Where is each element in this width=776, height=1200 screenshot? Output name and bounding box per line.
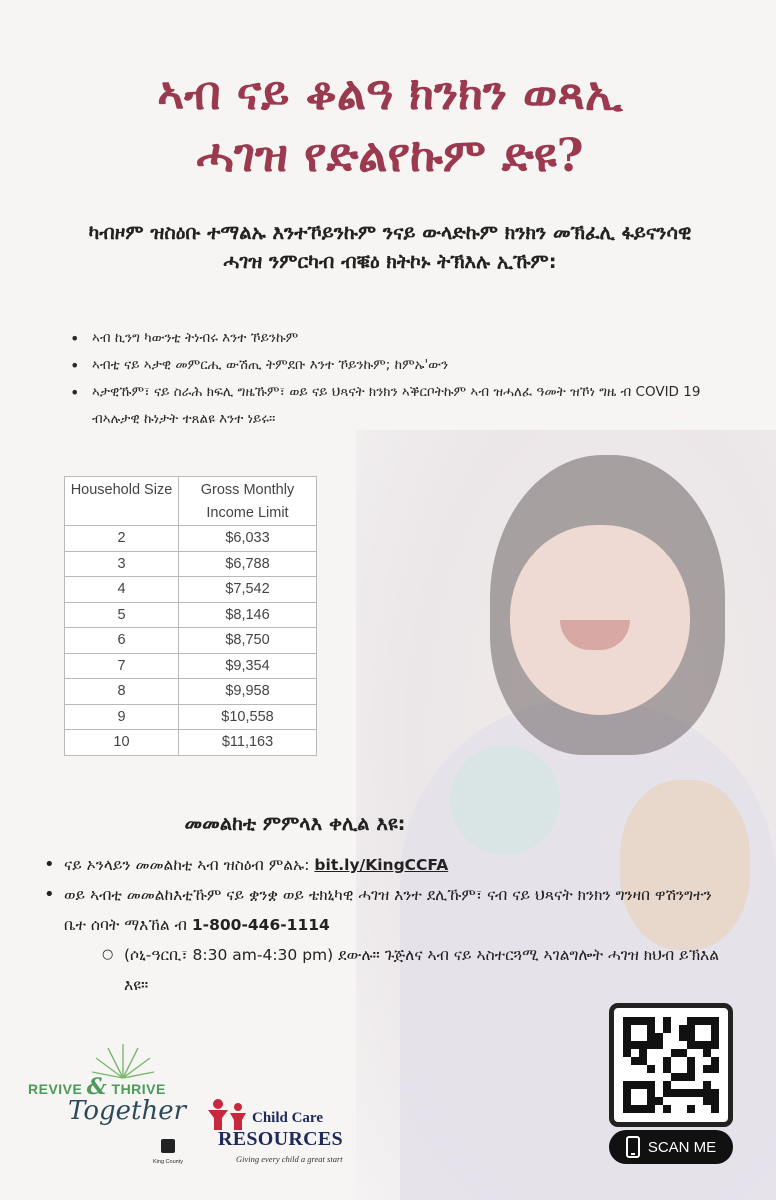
qr-module [703, 1017, 711, 1025]
qr-module [695, 1025, 703, 1033]
qr-module [703, 1049, 711, 1057]
title-line-1: ኣብ ናይ ቆልዓ ክንክን ወጻኢ [157, 66, 623, 120]
qr-module [623, 1081, 631, 1089]
scan-me-label: SCAN ME [647, 1138, 717, 1156]
qr-module [623, 1097, 631, 1105]
table-row [65, 602, 317, 628]
table-header-household-size: Household Size [65, 477, 179, 526]
qr-module [663, 1017, 671, 1025]
qr-module [711, 1041, 719, 1049]
qr-module [711, 1049, 719, 1057]
qr-module [639, 1041, 647, 1049]
income-limit-cell: $8,750 [179, 628, 317, 654]
qr-module [639, 1097, 647, 1105]
apply-sub-list [64, 940, 722, 1000]
qr-module [687, 1065, 695, 1073]
qr-module [639, 1073, 647, 1081]
qr-module [671, 1105, 679, 1113]
qr-module [679, 1017, 687, 1025]
qr-module [687, 1073, 695, 1081]
qr-module [687, 1089, 695, 1097]
revive-thrive-logo [28, 1040, 198, 1150]
qr-module [679, 1025, 687, 1033]
hours-note: ○ (ሶኒ-ዓርቢ፣ 8:30 am-4:30 pm) ደውሉ። ጉጅለና ኣብ ናይ ኣስተርጓሚ ኣገልግሎት ሓገዝ ክህብ ይኽእል እዩ። [102, 940, 722, 1000]
qr-module [639, 1105, 647, 1113]
qr-module [623, 1105, 631, 1113]
qr-module [671, 1073, 679, 1081]
qr-module [711, 1105, 719, 1113]
qr-module [631, 1065, 639, 1073]
qr-module [703, 1081, 711, 1089]
qr-module [671, 1065, 679, 1073]
qr-module [711, 1033, 719, 1041]
household-size-cell: 8 [65, 679, 179, 705]
qr-module [695, 1049, 703, 1057]
qr-module [711, 1097, 719, 1105]
household-size-cell: 5 [65, 602, 179, 628]
qr-module [703, 1097, 711, 1105]
qr-module [655, 1057, 663, 1065]
qr-module [655, 1033, 663, 1041]
qr-module [655, 1073, 663, 1081]
apply-online-link[interactable]: bit.ly/KingCCFA [314, 856, 449, 874]
qr-module [647, 1081, 655, 1089]
qr-module [711, 1017, 719, 1025]
household-size-cell: 9 [65, 704, 179, 730]
table-row [65, 653, 317, 679]
qr-module [695, 1081, 703, 1089]
qr-module [711, 1081, 719, 1089]
qr-module [663, 1097, 671, 1105]
qr-module [679, 1057, 687, 1065]
qr-module [695, 1057, 703, 1065]
qr-module [671, 1041, 679, 1049]
household-size-cell: 2 [65, 526, 179, 552]
plush-toy-left [450, 745, 560, 855]
qr-module [647, 1073, 655, 1081]
qr-module [639, 1065, 647, 1073]
qr-module [647, 1049, 655, 1057]
qr-module [703, 1041, 711, 1049]
qr-module [623, 1073, 631, 1081]
qr-module [647, 1033, 655, 1041]
qr-module [687, 1081, 695, 1089]
household-size-cell: 4 [65, 577, 179, 603]
income-limit-cell: $10,558 [179, 704, 317, 730]
qr-module [639, 1017, 647, 1025]
table-row [65, 577, 317, 603]
qr-module [711, 1089, 719, 1097]
apply-phone-item [42, 880, 722, 1000]
household-size-cell: 3 [65, 551, 179, 577]
table-row [65, 704, 317, 730]
qr-module [679, 1065, 687, 1073]
qr-module [663, 1049, 671, 1057]
eligibility-list [70, 325, 710, 433]
ccr-tagline: Giving every child a great start [236, 1154, 343, 1164]
qr-module [687, 1025, 695, 1033]
qr-module [655, 1081, 663, 1089]
qr-module [695, 1033, 703, 1041]
qr-module [631, 1089, 639, 1097]
eligibility-item: • ኣብ ኪንግ ካውንቲ ትነብሩ እንተ ኾይንኩም [70, 325, 710, 352]
qr-module [703, 1065, 711, 1073]
qr-module [631, 1025, 639, 1033]
qr-module [631, 1073, 639, 1081]
phone-number[interactable]: 1-800-446-1114 [191, 916, 330, 934]
qr-module [647, 1025, 655, 1033]
qr-module [647, 1105, 655, 1113]
qr-module [695, 1041, 703, 1049]
qr-module [703, 1073, 711, 1081]
qr-module [623, 1049, 631, 1057]
income-limit-cell: $9,958 [179, 679, 317, 705]
child-figures-icon [206, 1098, 254, 1132]
qr-module [663, 1081, 671, 1089]
income-limit-cell: $11,163 [179, 730, 317, 756]
ampersand: & [86, 1074, 108, 1100]
qr-module [703, 1089, 711, 1097]
qr-module [679, 1097, 687, 1105]
qr-module [695, 1105, 703, 1113]
qr-module [711, 1073, 719, 1081]
qr-module [655, 1065, 663, 1073]
qr-module [679, 1033, 687, 1041]
qr-module [663, 1065, 671, 1073]
qr-module [687, 1033, 695, 1041]
qr-module [631, 1081, 639, 1089]
qr-module [679, 1081, 687, 1089]
qr-module [671, 1025, 679, 1033]
qr-module [671, 1033, 679, 1041]
qr-module [623, 1057, 631, 1065]
qr-module [639, 1033, 647, 1041]
qr-module [679, 1105, 687, 1113]
qr-module [671, 1057, 679, 1065]
qr-module [703, 1025, 711, 1033]
thrive-word: THRIVE [111, 1081, 166, 1097]
qr-module [663, 1041, 671, 1049]
qr-module [631, 1017, 639, 1025]
qr-module [647, 1057, 655, 1065]
qr-module [711, 1065, 719, 1073]
qr-module [663, 1033, 671, 1041]
qr-module [711, 1057, 719, 1065]
qr-module [703, 1105, 711, 1113]
qr-module [671, 1017, 679, 1025]
income-limit-cell: $8,146 [179, 602, 317, 628]
qr-module [623, 1025, 631, 1033]
qr-module [655, 1089, 663, 1097]
together-word: Together [68, 1096, 187, 1126]
qr-module [703, 1057, 711, 1065]
income-limit-cell: $6,033 [179, 526, 317, 552]
eligibility-item: • ኣብቲ ናይ ኣታዊ መምርሒ ውሽጢ ትምደቡ እንተ ኾይንኩም; ከምኡ'ውን [70, 352, 710, 379]
qr-module [623, 1033, 631, 1041]
apply-phone-text: ወይ ኣብቲ መመልከእቲኹም ናይ ቋንቋ ወይ ቴክኒካዊ ሓገዝ እንተ ደሊኹም፣ ናብ ናይ ህጻናት ክንክን ግንዛበ ዋሽንግተን ቤተ ሰባት ማእኸል ብ [64, 886, 712, 934]
qr-module [639, 1057, 647, 1065]
ccr-big-text: RESOURCES [218, 1128, 343, 1150]
qr-module [679, 1089, 687, 1097]
qr-module [695, 1089, 703, 1097]
table-row [65, 526, 317, 552]
qr-module [703, 1033, 711, 1041]
qr-module [687, 1049, 695, 1057]
king-county-logo [148, 1138, 188, 1168]
table-row [65, 628, 317, 654]
qr-module [655, 1041, 663, 1049]
household-size-cell: 7 [65, 653, 179, 679]
ccr-small-text: Child Care [252, 1110, 323, 1126]
qr-module [639, 1025, 647, 1033]
eligibility-item: • ኣታዊኹም፣ ናይ ስራሕ ክፍሊ ግዜኹም፣ ወይ ናይ ህጻናት ክንክን ኣቕርቦትኩም ኣብ ዝሓለፈ ዓመት ዝኾነ ግዜ ብ COVID 19 ብኣሉታዊ ኩነታት ተጸልዩ እንተ ነይሩ። [70, 379, 710, 433]
qr-module [695, 1017, 703, 1025]
qr-module [623, 1089, 631, 1097]
qr-module [679, 1073, 687, 1081]
scan-me-badge [609, 1130, 733, 1164]
qr-module [647, 1041, 655, 1049]
qr-module [671, 1049, 679, 1057]
qr-module [631, 1041, 639, 1049]
qr-module [687, 1041, 695, 1049]
qr-code-pattern [623, 1017, 719, 1113]
king-county-text: King County [153, 1159, 183, 1165]
qr-module [655, 1105, 663, 1113]
qr-module [631, 1105, 639, 1113]
income-limit-cell: $9,354 [179, 653, 317, 679]
qr-module [663, 1057, 671, 1065]
qr-module [655, 1049, 663, 1057]
apply-online-item [42, 850, 722, 880]
qr-module [679, 1041, 687, 1049]
qr-module [623, 1041, 631, 1049]
qr-module [647, 1097, 655, 1105]
qr-module [687, 1097, 695, 1105]
qr-module [623, 1065, 631, 1073]
smartphone-icon [626, 1136, 640, 1158]
apply-instructions [42, 850, 722, 1000]
king-county-mark-icon [161, 1139, 175, 1153]
qr-module [695, 1065, 703, 1073]
qr-module [655, 1025, 663, 1033]
table-row [65, 679, 317, 705]
qr-module [695, 1097, 703, 1105]
income-limit-cell: $6,788 [179, 551, 317, 577]
table-row [65, 551, 317, 577]
qr-module [631, 1097, 639, 1105]
qr-module [663, 1073, 671, 1081]
page-title [40, 62, 740, 186]
qr-module [679, 1049, 687, 1057]
qr-module [671, 1089, 679, 1097]
qr-module [695, 1073, 703, 1081]
table-row [65, 730, 317, 756]
eligibility-intro: ካብዞም ዝስዕቡ ተማልኡ እንተኾይንኩም ንናይ ውላድኩም ክንክን መኽፈሊ ፋይናንሳዊ ሓገዝ ንምርካብ ብቑዕ ክትኮኑ ትኽእሉ ኢኹም: [88, 221, 692, 273]
qr-module [655, 1097, 663, 1105]
qr-module [639, 1081, 647, 1089]
revive-word: REVIVE [28, 1081, 83, 1097]
apply-online-text: ናይ ኦንላይን መመልከቲ ኣብ ዝስዕብ ምልኡ: [64, 856, 310, 874]
apply-heading: መመልከቲ ምምላእ ቀሊል እዩ: [184, 812, 406, 835]
qr-module [687, 1057, 695, 1065]
qr-module [647, 1065, 655, 1073]
household-size-cell: 10 [65, 730, 179, 756]
qr-module [687, 1105, 695, 1113]
qr-module [631, 1033, 639, 1041]
qr-code[interactable] [609, 1003, 733, 1127]
child-care-resources-logo [204, 1098, 354, 1168]
qr-module [647, 1089, 655, 1097]
qr-module [631, 1057, 639, 1065]
qr-module [711, 1025, 719, 1033]
qr-module [639, 1089, 647, 1097]
qr-module [655, 1017, 663, 1025]
title-line-2: ሓገዝ የድልየኩም ድዩ? [196, 128, 584, 182]
qr-module [671, 1081, 679, 1089]
table-header-income-limit: Gross Monthly Income Limit [179, 477, 317, 526]
qr-module [631, 1049, 639, 1057]
household-size-cell: 6 [65, 628, 179, 654]
qr-module [623, 1017, 631, 1025]
income-limit-cell: $7,542 [179, 577, 317, 603]
qr-module [671, 1097, 679, 1105]
qr-module [663, 1089, 671, 1097]
income-limit-table [64, 476, 317, 756]
qr-module [687, 1017, 695, 1025]
qr-module [647, 1017, 655, 1025]
qr-module [663, 1105, 671, 1113]
qr-module [639, 1049, 647, 1057]
qr-module [663, 1025, 671, 1033]
